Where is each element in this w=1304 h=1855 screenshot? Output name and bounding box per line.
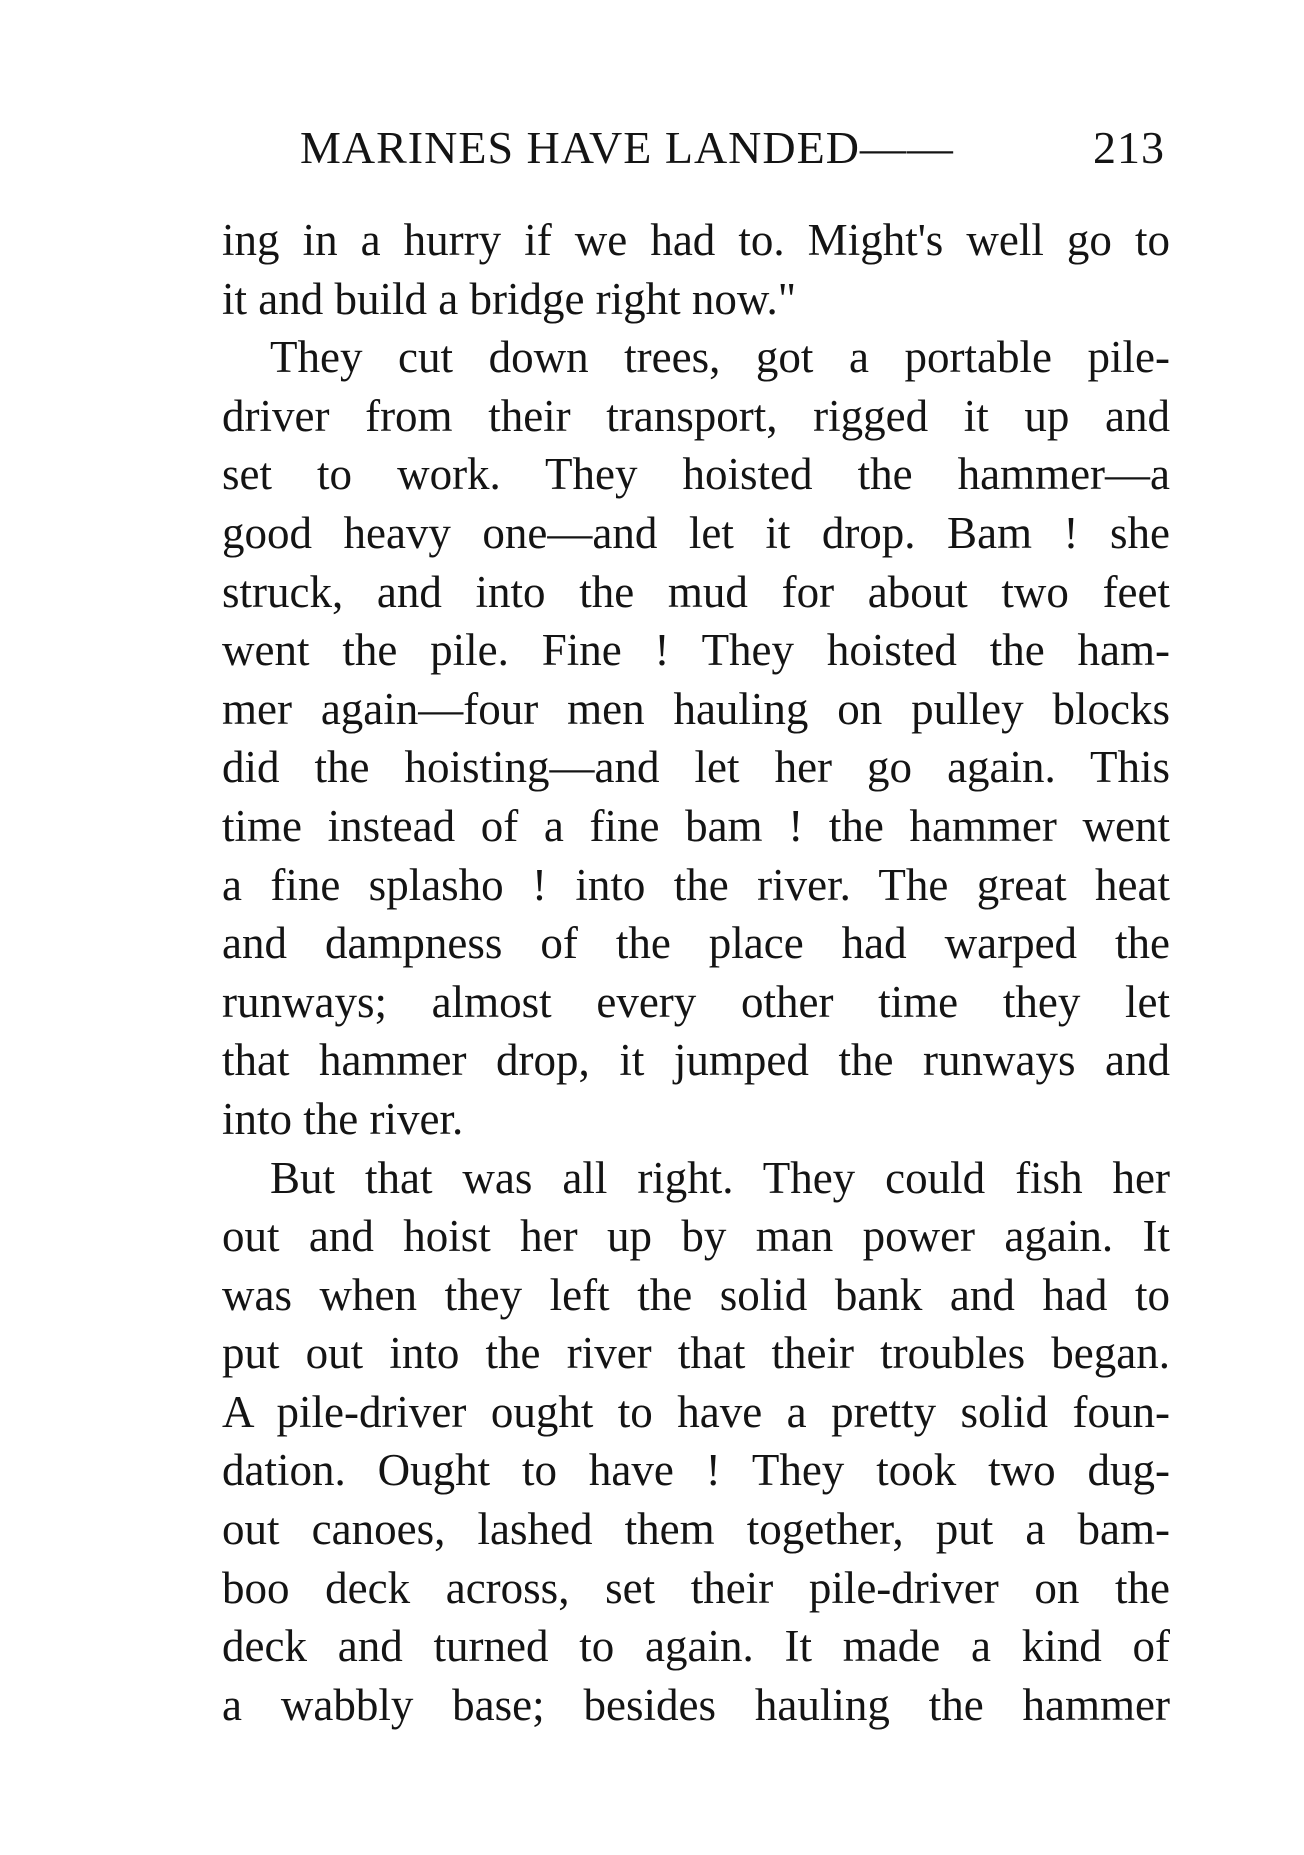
text-line: that hammer drop, it jumped the runways and	[222, 1035, 1170, 1086]
text-line: put out into the river that their troubles began.	[222, 1328, 1170, 1379]
text-line: into the river.	[222, 1093, 464, 1144]
text-line: it and build a bridge right now."	[222, 273, 797, 324]
text-line: driver from their transport, rigged it up and	[222, 390, 1170, 441]
text-line: They cut down trees, got a portable pile-	[270, 332, 1170, 383]
text-line: went the pile. Fine ! They hoisted the ham-	[222, 625, 1170, 676]
text-line: a wabbly base; besides hauling the hammer	[222, 1679, 1170, 1730]
text-line: runways; almost every other time they let	[222, 976, 1170, 1027]
text-line: good heavy one—and let it drop. Bam ! she	[222, 507, 1170, 558]
text-line: set to work. They hoisted the hammer—a	[222, 449, 1170, 500]
text-line: dation. Ought to have ! They took two dug-	[222, 1445, 1170, 1496]
text-line: mer again—four men hauling on pulley blocks	[222, 683, 1170, 734]
text-line: was when they left the solid bank and had to	[222, 1269, 1170, 1320]
text-line: ing in a hurry if we had to. Might's well go to	[222, 215, 1170, 265]
text-line: time instead of a fine bam ! the hammer went	[222, 800, 1170, 851]
page-number: 213	[1093, 122, 1165, 173]
text-line: out and hoist her up by man power again. It	[222, 1211, 1170, 1262]
text-line: and dampness of the place had warped the	[222, 918, 1170, 969]
text-line: boo deck across, set their pile-driver on the	[222, 1562, 1170, 1613]
text-line: A pile-driver ought to have a pretty solid foun-	[222, 1386, 1170, 1437]
body-text	[222, 211, 1170, 1734]
text-line: out canoes, lashed them together, put a bam-	[222, 1504, 1170, 1555]
text-line: did the hoisting—and let her go again. This	[222, 742, 1170, 793]
text-line: a fine splasho ! into the river. The great heat	[222, 859, 1170, 910]
running-head	[300, 118, 1165, 178]
text-line: But that was all right. They could fish her	[270, 1152, 1170, 1203]
running-title: MARINES HAVE LANDED——	[300, 122, 954, 173]
text-line: struck, and into the mud for about two feet	[222, 566, 1170, 617]
text-line: deck and turned to again. It made a kind of	[222, 1621, 1170, 1672]
